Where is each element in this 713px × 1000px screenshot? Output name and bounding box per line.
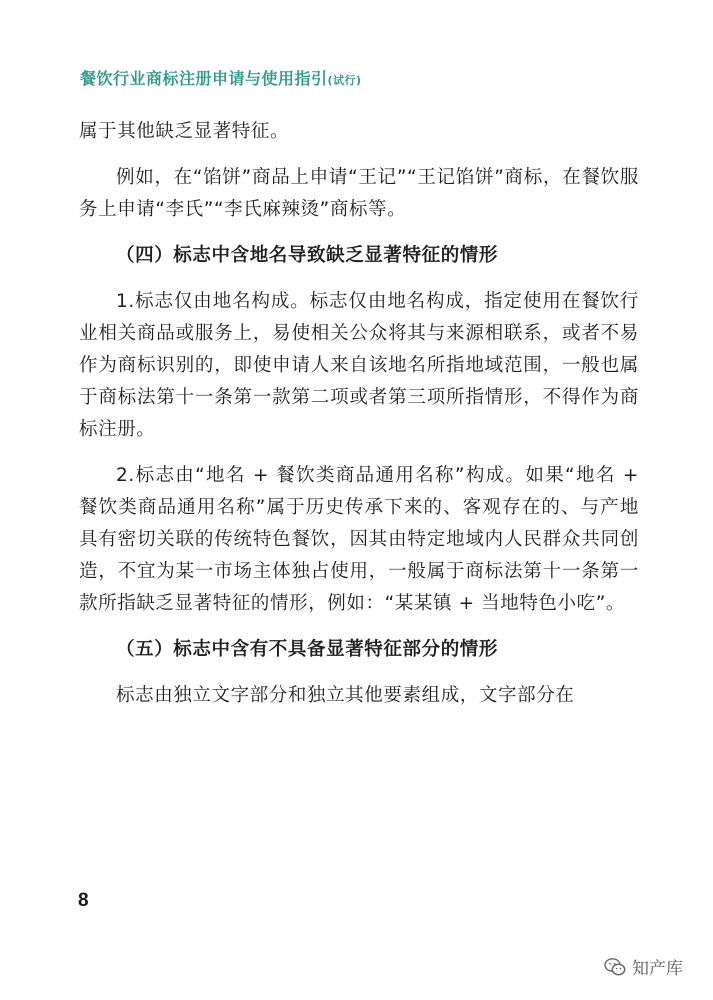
watermark-text: 知产库 bbox=[632, 959, 683, 979]
body-text bbox=[79, 116, 639, 726]
header-title: 餐饮行业商标注册申请与使用指引 bbox=[80, 69, 328, 88]
paragraph: 1.标志仅由地名构成。标志仅由地名构成，指定使用在餐饮行业相关商品或服务上，易使相关公众将其与来源相联系，或者不易作为商标识别的，即使申请人来自该地名所指地域范围，一般也属于商标法第十一条第一款第二项或者第三项所指情形，不得作为商标注册。 bbox=[79, 291, 639, 440]
wechat-icon bbox=[604, 957, 626, 977]
watermark bbox=[604, 954, 683, 979]
paragraph: 2.标志由“地名 + 餐饮类商品通用名称”构成。如果“地名 + 餐饮类商品通用名称”属于历史传承下来的、客观存在的、与产地具有密切关联的传统特色餐饮，因其由特定地域内人民群众共同创造，不宜为某一市场主体独占使用，一般属于商标法第十一条第一款所指缺乏显著特征的情形，例如：“某某镇 + 当地特色小吃”。 bbox=[79, 465, 639, 614]
page-number: 8 bbox=[78, 890, 89, 911]
paragraph: 例如，在“馅饼”商品上申请“王记”“王记馅饼”商标，在餐饮服务上申请“李氏”“李氏麻辣烫”商标等。 bbox=[79, 167, 639, 220]
header-suffix: (试行) bbox=[327, 74, 362, 87]
running-header bbox=[80, 66, 362, 89]
paragraph: 属于其他缺乏显著特征。 bbox=[79, 121, 290, 142]
section-heading: （四）标志中含地名导致缺乏显著特征的情形 bbox=[116, 245, 499, 266]
paragraph: 标志由独立文字部分和独立其他要素组成，文字部分在 bbox=[116, 685, 575, 706]
section-heading: （五）标志中含有不具备显著特征部分的情形 bbox=[116, 639, 499, 660]
